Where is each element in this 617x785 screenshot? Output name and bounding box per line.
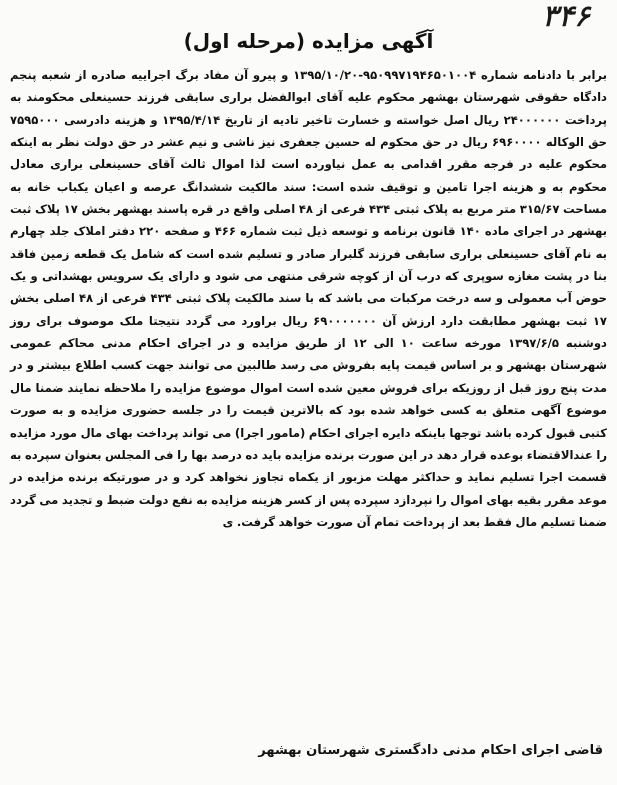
notice-body: برابر با دادنامه شماره ۹۵۰۹۹۷۱۹۴۶۵۰۱۰۰۴-۱۳۹۵/۱۰/۲۰ و پیرو آن مفاد برگ اجراییه صادره از شعبه پنجم دادگاه حقوقی شهرستان بهشهر محکوم علیه آقای ابوالفضل براری سابقی فرزند حسینعلی محکومند به پرداخت ۲۴۰۰۰۰۰۰ ریال اصل خواسته و خسارت تاخیر تادیه از تاریخ ۱۳۹۵/۴/۱۴ و هزینه دادرسی ۷۵۹۵۰۰۰ حق الوکاله ۶۹۶۰۰۰۰ ریال در حق محکوم له حسین جعفری نیز ناشی و نیم عشر در حق دولت نظر به اینکه محکوم علیه در فرجه مقرر اقدامی به عمل نیاورده است لذا اموال ثالث آقای حسینعلی براری معادل محکوم به و هزینه اجرا تامین و توقیف شده است: سند مالکیت ششدانگ عرصه و اعیان یکباب خانه به مساحت ۳۱۵/۶۷ متر مربع به پلاک ثبتی ۴۳۴ فرعی از ۴۸ اصلی واقع در قره پاسند بهشهر بخش ۱۷ پلاک ثبت بهشهر در اجرای ماده ۱۴۰ قانون برنامه و توسعه ذیل ثبت شماره ۴۶۶ و صفحه ۲۲۰ دفتر املاک جلد چهارم به نام آقای حسینعلی براری سابقی فرزند گلبرار صادر و تسلیم شده است که شامل یک قطعه زمین فاقد بنا در پشت مغازه سوپری که درب آن از کوچه شرقی منتهی می شود و دارای یک سرویس بهشداتی و یک حوض آب معمولی و سه درخت مرکبات می باشد که با سند مالکیت پلاک ثبتی ۴۳۴ فرعی از ۴۸ اصلی بخش ۱۷ ثبت بهشهر مطابقت دارد ارزش آن ۶۹۰۰۰۰۰۰۰ ریال براورد می گردد نتیجتا ملک موصوف برای روز دوشنبه ۱۳۹۷/۶/۵ مورخه ساعت ۱۰ الی ۱۲ از طریق مزایده و در اجرای احکام مدنی محاکم عمومی شهرستان بهشهر و بر اساس قیمت پایه بفروش می رسد طالبین می توانند جهت کسب اطلاع بیشتر و در مدت پنج روز قبل از روزیکه برای فروش معین شده است اموال موضوع مزایده را ملاحظه نمایند ضمنا مال موضوع آگهی متعلق به کسی خواهد شده بود که بالاترین قیمت را در جلسه حضوری مزایده و به صورت کتبی قبول کرده باشد توجها باینکه دایره اجرای احکام (مامور اجرا) می تواند پرداخت بهای مال مورد مزایده را عندالاقتضاء بوعده قرار دهد در این صورت برنده مزایده باید ده درصد بها را فی المجلس بعنوان سپرده به قسمت اجرا تسلیم نماید و حداکثر مهلت مزبور از یکماه تجاوز نخواهد کرد و در صورتیکه برنده مزایده در موعد مقرر بقیه بهای اموال را نپردازد سپرده پس از کسر هزینه مزایده به نفع دولت ضبط و تجدید می گردد ضمنا تسلیم مال فقط بعد از پرداخت تمام آن صورت خواهد گرفت. ی [10, 68, 608, 529]
notice-signature: قاضی اجرای احکام مدنی دادگستری شهرستان بهشهر [258, 743, 603, 758]
notice-title: آگهی مزایده (مرحله اول) [183, 29, 434, 53]
svg-text:۳۴۶: ۳۴۶ [541, 0, 591, 34]
